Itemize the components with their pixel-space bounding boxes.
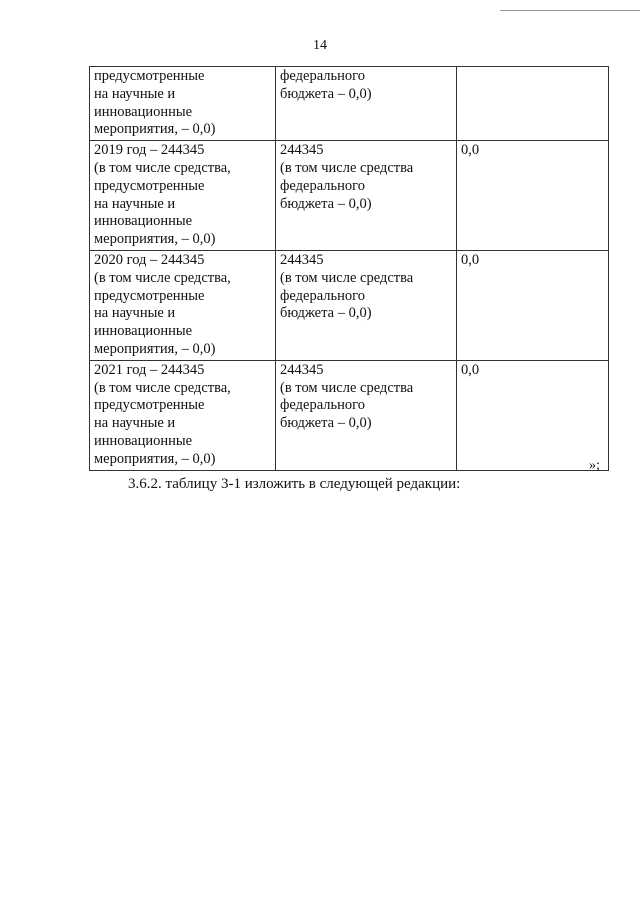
value-cell bbox=[457, 141, 609, 251]
cell-line: на научные и bbox=[94, 415, 176, 432]
cell-line: (в том числе средства, bbox=[94, 379, 231, 396]
cell-line: мероприятия, – 0,0) bbox=[94, 450, 216, 467]
cell-line: бюджета – 0,0) bbox=[280, 85, 372, 102]
year-cell bbox=[90, 67, 276, 141]
cell-line: (в том числе средства, bbox=[94, 269, 231, 286]
cell-line: 0,0 bbox=[461, 142, 480, 159]
cell-line: (в том числе средства, bbox=[94, 159, 231, 176]
cell-line: бюджета – 0,0) bbox=[280, 415, 372, 432]
page-number: 14 bbox=[313, 38, 327, 53]
federal-budget-cell bbox=[276, 141, 457, 251]
table-row bbox=[90, 250, 609, 360]
cell-line: мероприятия, – 0,0) bbox=[94, 121, 216, 138]
table-row bbox=[90, 360, 609, 470]
cell-line: (в том числе средства bbox=[280, 379, 414, 396]
federal-budget-cell bbox=[276, 360, 457, 470]
scan-top-rule bbox=[500, 10, 640, 11]
cell-line: инновационные bbox=[94, 432, 193, 449]
cell-line: 2019 год – 244345 bbox=[94, 142, 205, 159]
year-cell bbox=[90, 250, 276, 360]
value-cell bbox=[457, 67, 609, 141]
value-cell bbox=[457, 250, 609, 360]
cell-line: предусмотренные bbox=[94, 68, 205, 84]
cell-line: предусмотренные bbox=[94, 397, 205, 414]
closing-quote: »; bbox=[589, 458, 600, 473]
cell-line: предусмотренные bbox=[94, 287, 205, 304]
cell-line: бюджета – 0,0) bbox=[280, 195, 372, 212]
cell-line: федерального bbox=[280, 397, 365, 414]
table-row bbox=[90, 141, 609, 251]
cell-line: инновационные bbox=[94, 213, 193, 230]
cell-line: федерального bbox=[280, 68, 365, 84]
cell-line: инновационные bbox=[94, 103, 193, 120]
cell-line: на научные и bbox=[94, 305, 176, 322]
cell-line: 2021 год – 244345 bbox=[94, 361, 205, 378]
cell-line: 2020 год – 244345 bbox=[94, 251, 205, 268]
cell-line: на научные и bbox=[94, 85, 176, 102]
cell-line: федерального bbox=[280, 177, 365, 194]
budget-table bbox=[89, 66, 609, 471]
value-cell bbox=[457, 360, 609, 470]
cell-line: бюджета – 0,0) bbox=[280, 305, 372, 322]
cell-line: на научные и bbox=[94, 195, 176, 212]
cell-line: (в том числе средства bbox=[280, 269, 414, 286]
cell-line: 244345 bbox=[280, 251, 324, 268]
cell-line: 244345 bbox=[280, 142, 324, 159]
year-cell bbox=[90, 360, 276, 470]
cell-line: (в том числе средства bbox=[280, 159, 414, 176]
cell-line: инновационные bbox=[94, 323, 193, 340]
cell-line: 244345 bbox=[280, 361, 324, 378]
year-cell bbox=[90, 141, 276, 251]
federal-budget-cell bbox=[276, 67, 457, 141]
cell-line: 0,0 bbox=[461, 361, 480, 378]
cell-line: мероприятия, – 0,0) bbox=[94, 340, 216, 357]
cell-line: федерального bbox=[280, 287, 365, 304]
cell-line: 0,0 bbox=[461, 251, 480, 268]
cell-line: мероприятия, – 0,0) bbox=[94, 231, 216, 248]
table-row bbox=[90, 67, 609, 141]
federal-budget-cell bbox=[276, 250, 457, 360]
instruction-paragraph: 3.6.2. таблицу 3-1 изложить в следующей редакции: bbox=[128, 476, 461, 492]
cell-line: предусмотренные bbox=[94, 177, 205, 194]
